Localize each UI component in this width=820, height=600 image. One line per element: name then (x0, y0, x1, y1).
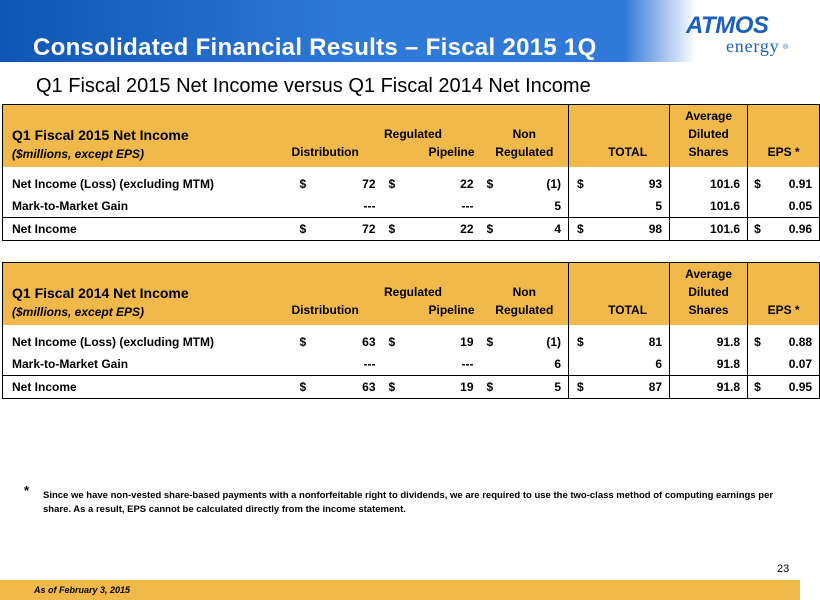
pipeline-value: 19 (460, 335, 474, 349)
currency-symbol (286, 353, 310, 376)
eps-value: 0.96 (772, 218, 820, 241)
pipeline-value: --- (461, 199, 474, 213)
currency-symbol: $ (388, 335, 396, 349)
currency-symbol: $ (286, 218, 310, 241)
footnote-text: Since we have non-vested share-based payments with a nonforfeitable right to dividends, we are required to use the two-class method of computing earnings per share. As a result, EPS cannot be calculated directly from the income statement. (43, 490, 774, 515)
total-header (569, 263, 670, 326)
currency-symbol: $ (299, 177, 307, 191)
nonregulated-value: 5 (503, 195, 569, 218)
regulated-label: Regulated (384, 285, 443, 299)
row-label: Mark-to-Market Gain (12, 357, 129, 371)
table-units: ($millions, except EPS) (12, 305, 145, 319)
table-title: Q1 Fiscal 2014 Net Income (12, 285, 189, 301)
table-header-row (3, 263, 820, 326)
table-title: Q1 Fiscal 2015 Net Income (12, 127, 189, 143)
currency-symbol (481, 195, 503, 218)
diluted-label: Diluted (688, 127, 729, 141)
table-units: ($millions, except EPS) (12, 147, 145, 161)
currency-symbol: $ (748, 218, 772, 241)
row-label: Net Income (Loss) (excluding MTM) (12, 335, 215, 349)
row-label: Net Income (3, 376, 286, 399)
distribution-value: 63 (362, 335, 376, 349)
table-row (3, 376, 820, 399)
atmos-energy-logo (686, 12, 789, 60)
eps-value: 0.91 (788, 177, 813, 191)
table-row (3, 353, 820, 376)
pipeline-value: 19 (404, 376, 481, 399)
total-value: 81 (596, 331, 670, 353)
total-value: 87 (596, 376, 670, 399)
currency-symbol (569, 353, 596, 376)
nonregulated-header (481, 263, 569, 326)
shares-value: 101.6 (670, 173, 748, 195)
currency-symbol: $ (481, 218, 503, 241)
regulated-header (286, 105, 481, 168)
row-label: Net Income (3, 218, 286, 241)
eps-value: 0.07 (788, 357, 813, 371)
currency-symbol (748, 195, 772, 218)
currency-symbol: $ (577, 335, 584, 349)
fiscal-2014-table (2, 262, 820, 399)
currency-symbol (383, 195, 404, 218)
total-value: 6 (596, 353, 670, 376)
total-label: TOTAL (608, 145, 648, 159)
currency-symbol: $ (569, 376, 596, 399)
shares-value: 101.6 (670, 195, 748, 218)
currency-symbol: $ (569, 218, 596, 241)
nonregulated-value: 6 (503, 353, 569, 376)
table-row (3, 173, 820, 195)
page-number: 23 (777, 563, 790, 575)
eps-label: EPS * (767, 145, 800, 159)
pipeline-value: 22 (404, 218, 481, 241)
table-row (3, 195, 820, 218)
currency-symbol (748, 353, 772, 376)
nonregulated-value: 5 (503, 376, 569, 399)
table-header-row (3, 105, 820, 168)
distribution-header: Distribution (291, 303, 359, 317)
currency-symbol (286, 195, 310, 218)
currency-symbol: $ (383, 376, 404, 399)
shares-label: Shares (688, 303, 729, 317)
slide-subtitle: Q1 Fiscal 2015 Net Income versus Q1 Fiscal 2014 Net Income (36, 75, 591, 97)
table-row (3, 218, 820, 241)
distribution-header: Distribution (291, 145, 359, 159)
as-of-date: As of February 3, 2015 (34, 585, 131, 595)
non-label: Non (512, 285, 536, 299)
shares-header (670, 263, 748, 326)
pipeline-header: Pipeline (428, 145, 475, 159)
eps-label: EPS * (767, 303, 800, 317)
currency-symbol: $ (481, 376, 503, 399)
logo-subtext: energy (726, 36, 780, 56)
shares-header (670, 105, 748, 168)
regulated-sub-label: Regulated (495, 303, 554, 317)
distribution-value: --- (363, 199, 376, 213)
nonregulated-value: (1) (503, 331, 569, 353)
total-label: TOTAL (608, 303, 648, 317)
currency-symbol: $ (577, 177, 584, 191)
currency-symbol (481, 353, 503, 376)
currency-symbol: $ (486, 177, 494, 191)
eps-header (748, 105, 820, 168)
currency-symbol: $ (286, 376, 310, 399)
distribution-value: --- (363, 357, 376, 371)
total-header (569, 105, 670, 168)
regulated-label: Regulated (384, 127, 443, 141)
currency-symbol: $ (754, 177, 761, 191)
pipeline-value: 22 (460, 177, 474, 191)
logo-registered-mark: ® (783, 44, 789, 51)
total-value: 93 (596, 173, 670, 195)
diluted-label: Diluted (688, 285, 729, 299)
nonregulated-value: 4 (503, 218, 569, 241)
average-label: Average (685, 267, 733, 281)
currency-symbol (569, 195, 596, 218)
pipeline-header: Pipeline (428, 303, 475, 317)
footnote-marker: * (24, 483, 30, 498)
logo-wordmark: ATMOS (686, 12, 769, 39)
currency-symbol (383, 353, 404, 376)
pipeline-value: --- (461, 357, 474, 371)
shares-value: 91.8 (670, 376, 748, 399)
shares-value: 91.8 (670, 353, 748, 376)
nonregulated-value: (1) (503, 173, 569, 195)
page-title: Consolidated Financial Results – Fiscal 2015 1Q (33, 34, 597, 61)
shares-label: Shares (688, 145, 729, 159)
eps-value: 0.95 (772, 376, 820, 399)
regulated-header (286, 263, 481, 326)
total-value: 5 (596, 195, 670, 218)
shares-value: 101.6 (670, 218, 748, 241)
total-value: 98 (596, 218, 670, 241)
currency-symbol: $ (754, 335, 761, 349)
distribution-value: 72 (310, 218, 383, 241)
row-label: Mark-to-Market Gain (12, 199, 129, 213)
distribution-value: 63 (310, 376, 383, 399)
nonregulated-header (481, 105, 569, 168)
currency-symbol: $ (383, 218, 404, 241)
table-row (3, 331, 820, 353)
currency-symbol: $ (486, 335, 494, 349)
row-label: Net Income (Loss) (excluding MTM) (12, 177, 215, 191)
currency-symbol: $ (388, 177, 396, 191)
non-label: Non (512, 127, 536, 141)
regulated-sub-label: Regulated (495, 145, 554, 159)
eps-value: 0.88 (788, 335, 813, 349)
average-label: Average (685, 109, 733, 123)
fiscal-2015-table (2, 104, 820, 241)
currency-symbol: $ (748, 376, 772, 399)
eps-value: 0.05 (788, 199, 813, 213)
distribution-value: 72 (362, 177, 376, 191)
shares-value: 91.8 (670, 331, 748, 353)
currency-symbol: $ (299, 335, 307, 349)
eps-header (748, 263, 820, 326)
